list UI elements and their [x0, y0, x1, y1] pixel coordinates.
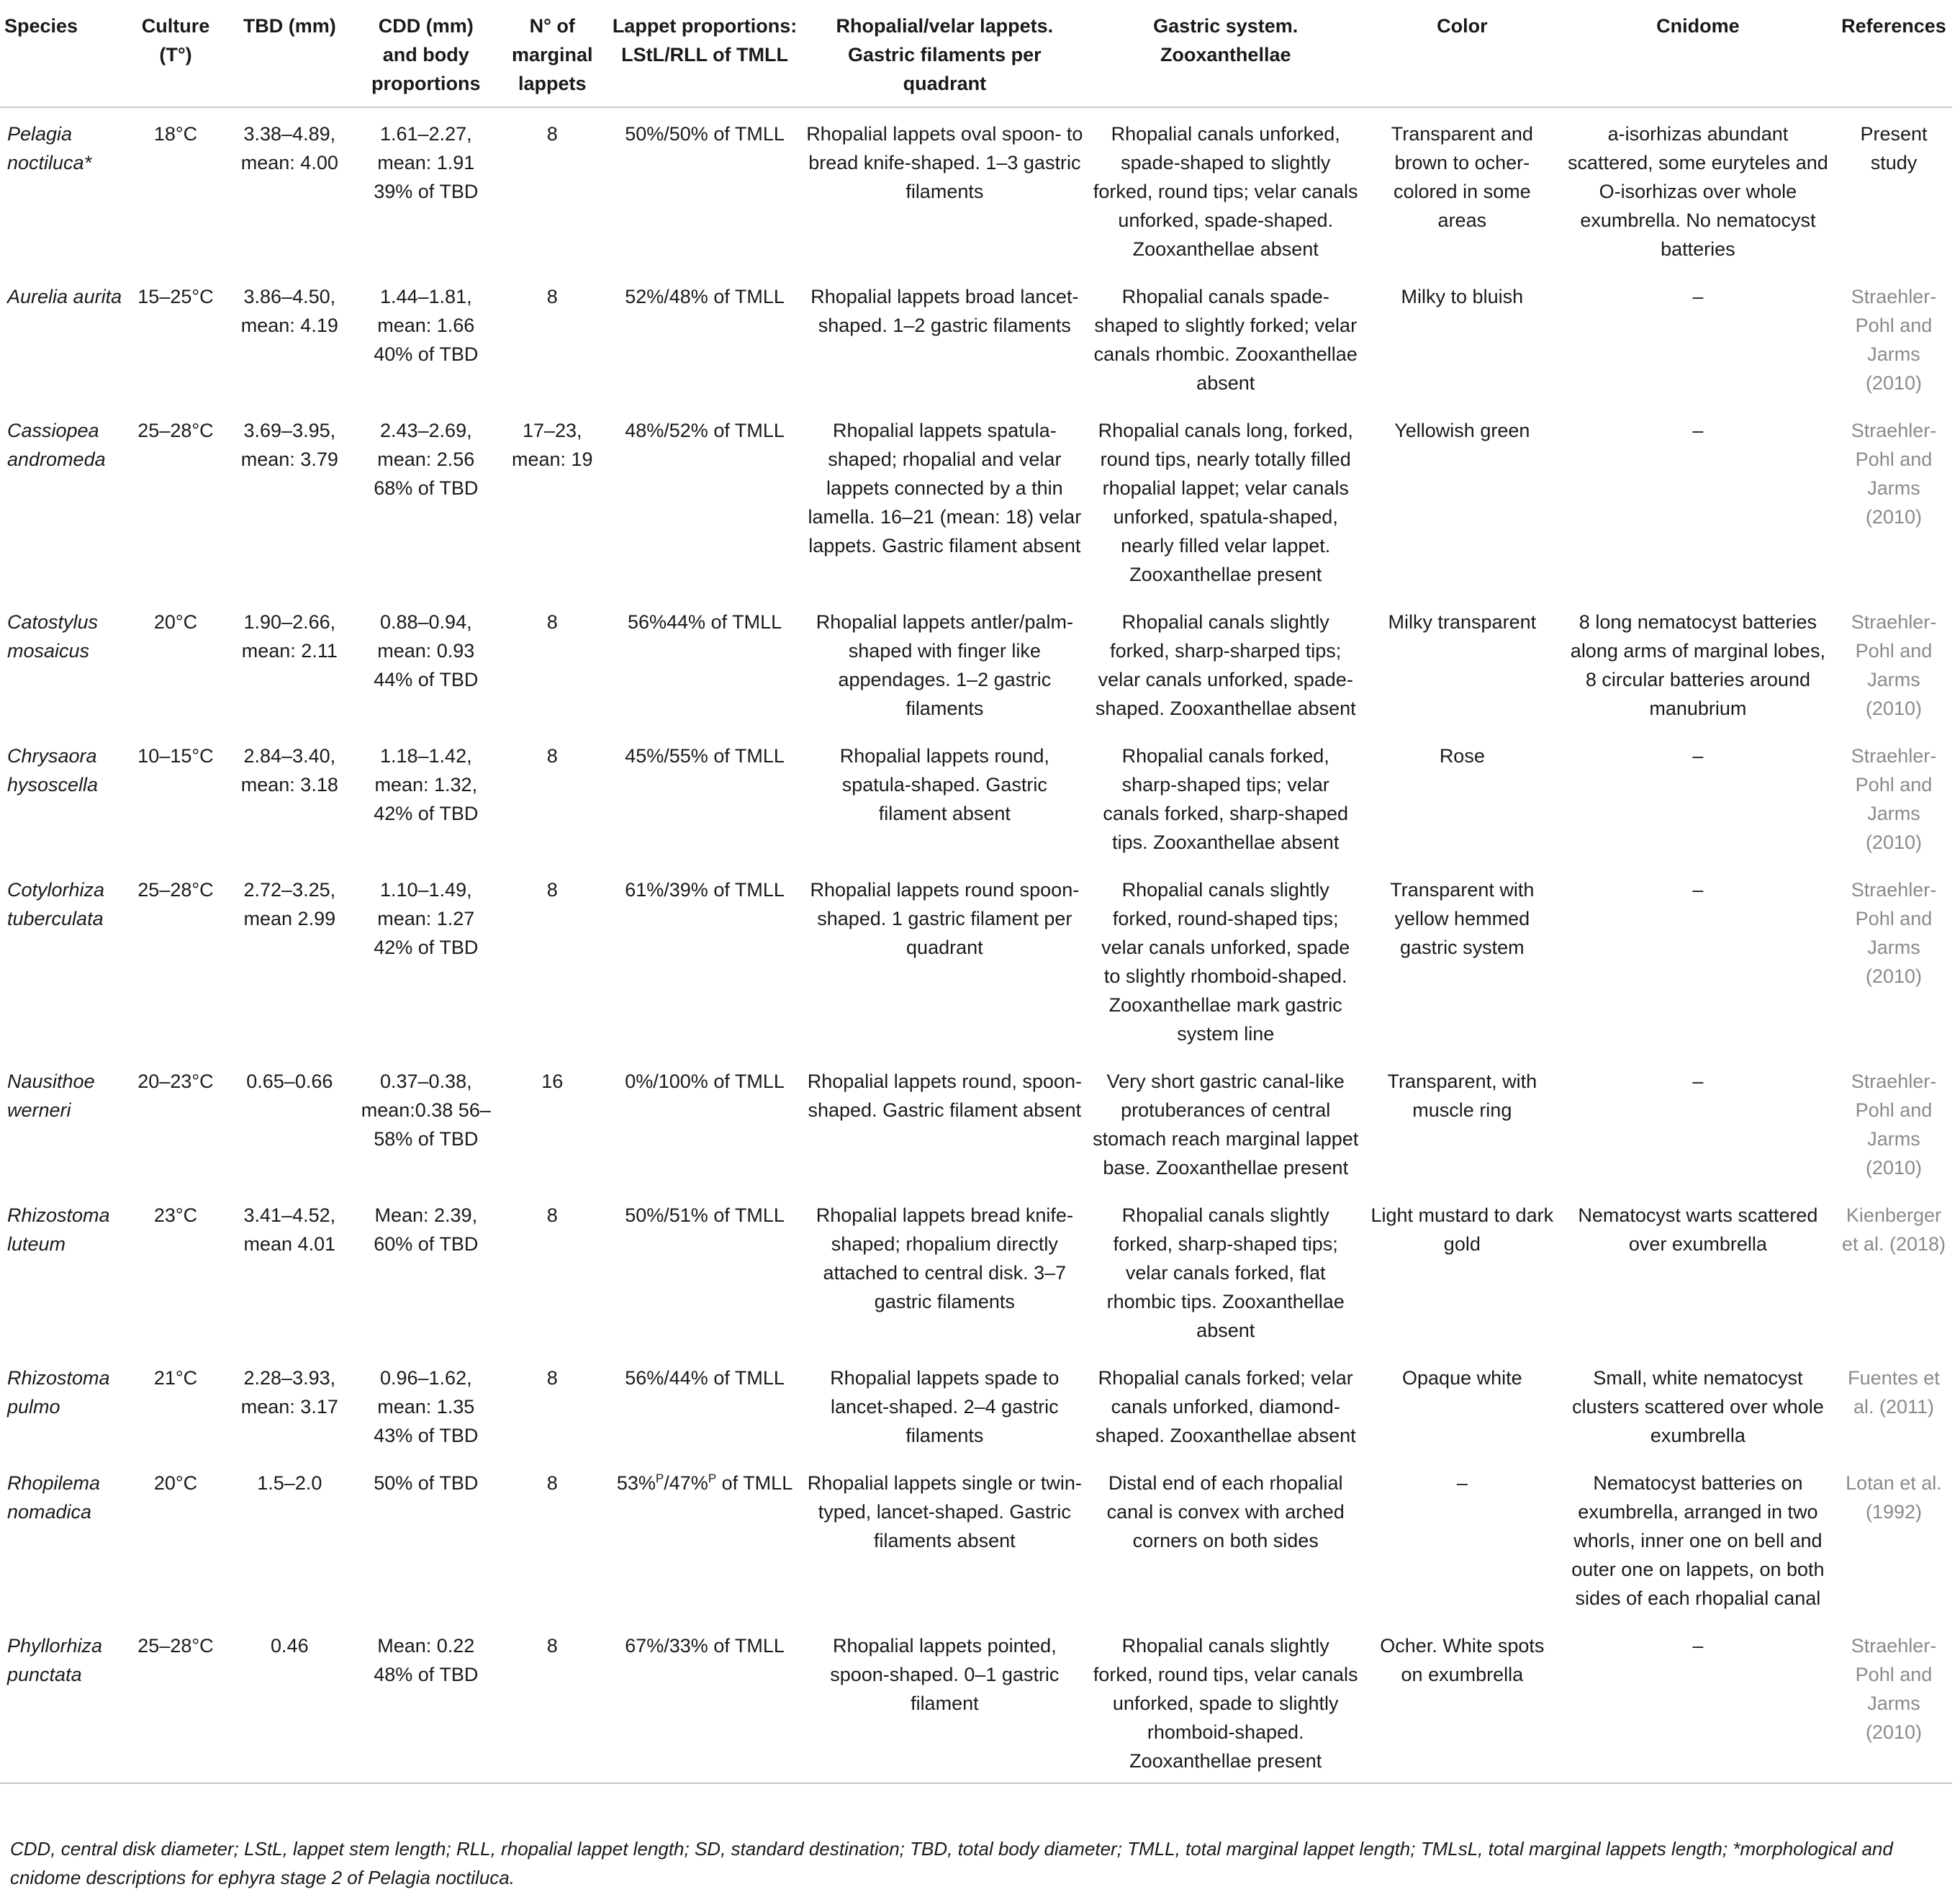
cell-cdd: 0.88–0.94, mean: 0.93 44% of TBD — [374, 611, 479, 690]
cell-culture: 15–25°C — [137, 286, 214, 307]
cell-proportions: 50%/51% of TMLL — [625, 1204, 785, 1226]
table-row — [0, 864, 1952, 1055]
cell-rhopalial: Rhopalial lappets round, spatula-shaped. Gastric filament absent — [839, 745, 1049, 824]
header-color: Color — [1364, 0, 1561, 107]
cell-cnidome: – — [1692, 879, 1704, 901]
cell-cdd: 2.43–2.69, mean: 2.56 68% of TBD — [374, 420, 479, 499]
cell-tbd: 0.65–0.66 — [246, 1071, 333, 1092]
cell-culture: 25–28°C — [137, 879, 214, 901]
cell-tbd: 3.86–4.50, mean: 4.19 — [240, 286, 338, 336]
header-gastric-system: Gastric system. Zooxanthellae — [1088, 0, 1364, 107]
cell-color: Light mustard to dark gold — [1370, 1204, 1554, 1255]
header-rhopalial-lappets: Rhopalial/velar lappets. Gastric filaments per quadrant — [802, 0, 1088, 107]
cell-gastric: Rhopalial canals forked; velar canals unforked, diamond-shaped. Zooxanthellae absent — [1095, 1367, 1356, 1446]
cell-cnidome: 8 long nematocyst batteries along arms of marginal lobes, 8 circular batteries around manubrium — [1570, 611, 1825, 719]
cell-tbd: 1.90–2.66, mean: 2.11 — [241, 611, 338, 662]
cell-rhopalial: Rhopalial lappets broad lancet-shaped. 1–2 gastric filaments — [810, 286, 1079, 336]
cell-lappets: 8 — [546, 1367, 558, 1389]
cell-proportions: 61%/39% of TMLL — [625, 879, 785, 901]
cell-tbd: 1.5–2.0 — [257, 1472, 322, 1494]
cell-proportions: 67%/33% of TMLL — [608, 1620, 802, 1783]
proportion-value-a: 53% — [616, 1472, 656, 1494]
cell-tbd: 3.69–3.95, mean: 3.79 — [240, 420, 338, 470]
cell-proportions: 45%/55% of TMLL — [625, 745, 785, 767]
cell-cnidome: a-isorhizas abundant scattered, some euryteles and O-isorhizas over whole exumbrella. No nematocyst batteries — [1568, 123, 1828, 260]
cell-culture: 25–28°C — [127, 1620, 225, 1783]
cell-proportions: 50%/50% of TMLL — [625, 123, 785, 145]
cell-lappets: 8 — [546, 879, 558, 901]
cell-culture: 20°C — [153, 611, 198, 633]
cell-lappets: 8 — [546, 286, 558, 307]
cell-culture: 18°C — [153, 123, 198, 145]
cell-species: Aurelia aurita — [7, 286, 122, 307]
header-cdd: CDD (mm) and body proportions — [355, 0, 497, 107]
cell-culture: 20–23°C — [137, 1071, 214, 1092]
cell-reference: Fuentes et al. (2011) — [1848, 1367, 1940, 1418]
table-row — [0, 107, 1952, 271]
cell-lappets: 8 — [546, 611, 558, 633]
table-row — [0, 1352, 1952, 1457]
cell-gastric: Rhopalial canals spade-shaped to slightly forked; velar canals rhombic. Zooxanthellae absent — [1093, 286, 1358, 394]
cell-rhopalial: Rhopalial lappets antler/palm-shaped with finger like appendages. 1–2 gastric filaments — [816, 611, 1073, 719]
header-lappet-proportions: Lappet proportions: LStL/RLL of TMLL — [608, 0, 802, 107]
table-row — [0, 730, 1952, 864]
cell-proportions: 48%/52% of TMLL — [625, 420, 785, 441]
cell-rhopalial: Rhopalial lappets round, spoon-shaped. Gastric filament absent — [807, 1071, 1082, 1121]
cell-reference: Straehler-Pohl and Jarms (2010) — [1851, 879, 1937, 987]
cell-rhopalial: Rhopalial lappets bread knife-shaped; rhopalium directly attached to central disk. 3–7 gastric filaments — [816, 1204, 1073, 1312]
cell-species: Nausithoe werneri — [7, 1071, 95, 1121]
cell-color: – — [1456, 1472, 1468, 1494]
table-row — [0, 1457, 1952, 1620]
cell-color: Milky to bluish — [1401, 286, 1524, 307]
table-row — [0, 1620, 1952, 1783]
table-footnote: CDD, central disk diameter; LStL, lappet stem length; RLL, rhopalial lappet length; SD, standard destination; TBD, total body diameter; TMLL, total marginal lappet length; TMLsL, total marginal lappets length; *morphological and cnidome descriptions for ephyra stage 2 of Pelagia noctiluca. — [10, 1838, 1893, 1888]
table-row — [0, 271, 1952, 405]
cell-cdd: 1.18–1.42, mean: 1.32, 42% of TBD — [374, 745, 479, 824]
cell-cnidome: – — [1561, 1620, 1835, 1783]
cell-color: Transparent, with muscle ring — [1387, 1071, 1537, 1121]
cell-tbd: 3.41–4.52, mean 4.01 — [243, 1204, 336, 1255]
cell-gastric: Distal end of each rhopalial canal is convex with arched corners on both sides — [1106, 1472, 1345, 1551]
cell-lappets: 8 — [546, 1472, 558, 1494]
header-references: References — [1835, 0, 1952, 107]
header-culture: Culture (T°) — [127, 0, 225, 107]
cell-color: Yellowish green — [1394, 420, 1530, 441]
cell-rhopalial: Rhopalial lappets oval spoon- to bread knife-shaped. 1–3 gastric filaments — [806, 123, 1083, 202]
header-species: Species — [0, 0, 127, 107]
cell-species: Rhopilema nomadica — [7, 1472, 101, 1523]
cell-species: Cassiopea andromeda — [7, 420, 106, 470]
table-row — [0, 1055, 1952, 1189]
cell-proportions: 56%/44% of TMLL — [625, 1367, 785, 1389]
proportion-superscript: P — [708, 1472, 717, 1485]
cell-reference: Straehler-Pohl and Jarms (2010) — [1835, 1620, 1952, 1783]
cell-tbd: 2.28–3.93, mean: 3.17 — [240, 1367, 338, 1418]
cell-cdd: 0.37–0.38, mean:0.38 56–58% of TBD — [361, 1071, 491, 1150]
table-row — [0, 596, 1952, 730]
cell-cnidome: Small, white nematocyst clusters scattered over whole exumbrella — [1572, 1367, 1824, 1446]
cell-lappets: 8 — [497, 1620, 608, 1783]
cell-tbd: 0.46 — [224, 1620, 355, 1783]
cell-rhopalial: Rhopalial lappets spatula-shaped; rhopalial and velar lappets connected by a thin lamella. 16–21 (mean: 18) velar lappets. Gastric filament absent — [808, 420, 1082, 557]
header-cnidome: Cnidome — [1561, 0, 1835, 107]
cell-culture: 23°C — [153, 1204, 198, 1226]
cell-reference: Kienberger et al. (2018) — [1841, 1204, 1946, 1255]
cell-cnidome: – — [1692, 1071, 1704, 1092]
proportion-suffix: of TMLL — [716, 1472, 793, 1494]
cell-gastric: Rhopalial canals slightly forked, sharp-sharped tips; velar canals unforked, spade-shaped. Zooxanthellae absent — [1095, 611, 1356, 719]
cell-lappets: 8 — [546, 123, 558, 145]
cell-reference: Straehler-Pohl and Jarms (2010) — [1851, 745, 1937, 853]
cell-proportions — [608, 1457, 802, 1620]
cell-cnidome: – — [1692, 420, 1704, 441]
cell-species: Chrysaora hysoscella — [7, 745, 99, 796]
cell-tbd: 3.38–4.89, mean: 4.00 — [240, 123, 338, 174]
cell-reference: Present study — [1860, 123, 1928, 174]
cell-cdd: 0.96–1.62, mean: 1.35 43% of TBD — [374, 1367, 479, 1446]
cell-reference: Lotan et al. (1992) — [1846, 1472, 1942, 1523]
cell-reference: Straehler-Pohl and Jarms (2010) — [1851, 1071, 1937, 1179]
cell-gastric: Rhopalial canals slightly forked, round tips, velar canals unforked, spade to slightly rhomboid-shaped. Zooxanthellae present — [1088, 1620, 1364, 1783]
cell-species: Rhizostoma luteum — [7, 1204, 110, 1255]
cell-proportions: 0%/100% of TMLL — [625, 1071, 785, 1092]
cell-culture: 21°C — [153, 1367, 198, 1389]
cell-species: Rhizostoma pulmo — [7, 1367, 110, 1418]
proportion-superscript: P — [655, 1472, 664, 1485]
cell-cdd: Mean: 0.22 48% of TBD — [355, 1620, 497, 1783]
cell-reference: Straehler-Pohl and Jarms (2010) — [1851, 286, 1937, 394]
cell-tbd: 2.84–3.40, mean: 3.18 — [240, 745, 338, 796]
cell-cdd: 1.44–1.81, mean: 1.66 40% of TBD — [374, 286, 479, 365]
cell-rhopalial: Rhopalial lappets pointed, spoon-shaped. 0–1 gastric filament — [802, 1620, 1088, 1783]
cell-color: Transparent with yellow hemmed gastric system — [1390, 879, 1535, 958]
cell-species: Catostylus mosaicus — [7, 611, 99, 662]
proportion-value-b: /47% — [664, 1472, 708, 1494]
cell-rhopalial: Rhopalial lappets spade to lancet-shaped. 2–4 gastric filaments — [830, 1367, 1060, 1446]
cell-cnidome: Nematocyst warts scattered over exumbrella — [1578, 1204, 1818, 1255]
cell-lappets: 17–23, mean: 19 — [511, 420, 593, 470]
table-row — [0, 405, 1952, 596]
cell-lappets: 8 — [546, 1204, 558, 1226]
cell-rhopalial: Rhopalial lappets single or twin-typed, lancet-shaped. Gastric filaments absent — [807, 1472, 1082, 1551]
cell-culture: 25–28°C — [137, 420, 214, 441]
cell-color: Milky transparent — [1388, 611, 1537, 633]
cell-cnidome: – — [1692, 745, 1704, 767]
cell-cdd: 1.61–2.27, mean: 1.91 39% of TBD — [374, 123, 479, 202]
cell-color: Ocher. White spots on exumbrella — [1364, 1620, 1561, 1783]
cell-cdd: 50% of TBD — [374, 1472, 479, 1494]
cell-lappets: 16 — [541, 1071, 564, 1092]
cell-tbd: 2.72–3.25, mean 2.99 — [243, 879, 336, 929]
header-tbd: TBD (mm) — [224, 0, 355, 107]
cell-species: Phyllorhiza punctata — [0, 1620, 127, 1783]
cell-color: Transparent and brown to ocher-colored in some areas — [1391, 123, 1533, 231]
cell-gastric: Rhopalial canals slightly forked, round-shaped tips; velar canals unforked, spade to slightly rhomboid-shaped. Zooxanthellae mark gastric system line — [1101, 879, 1350, 1045]
cell-gastric: Rhopalial canals forked, sharp-shaped tips; velar canals forked, sharp-shaped tips. Zooxanthellae absent — [1103, 745, 1349, 853]
cell-culture: 20°C — [153, 1472, 198, 1494]
cell-cdd: Mean: 2.39, 60% of TBD — [374, 1204, 479, 1255]
header-marginal-lappets: N° of marginal lappets — [497, 0, 608, 107]
cell-species: Cotylorhiza tuberculata — [7, 879, 105, 929]
cell-cdd: 1.10–1.49, mean: 1.27 42% of TBD — [374, 879, 479, 958]
cell-lappets: 8 — [546, 745, 558, 767]
table-row — [0, 1189, 1952, 1352]
cell-color: Opaque white — [1402, 1367, 1522, 1389]
cell-species: Pelagia noctiluca* — [7, 123, 92, 174]
cell-reference: Straehler-Pohl and Jarms (2010) — [1851, 611, 1937, 719]
cell-proportions: 52%/48% of TMLL — [625, 286, 785, 307]
cell-proportions: 56%44% of TMLL — [627, 611, 782, 633]
cell-gastric: Rhopalial canals unforked, spade-shaped to slightly forked, round tips; velar canals unforked, spade-shaped. Zooxanthellae absent — [1093, 123, 1358, 260]
cell-culture: 10–15°C — [137, 745, 214, 767]
cell-cnidome: – — [1692, 286, 1704, 307]
cell-gastric: Very short gastric canal-like protuberances of central stomach reach marginal lappet base. Zooxanthellae present — [1093, 1071, 1359, 1179]
cell-gastric: Rhopalial canals slightly forked, sharp-shaped tips; velar canals forked, flat rhombic tips. Zooxanthellae absent — [1106, 1204, 1345, 1341]
cell-cnidome: Nematocyst batteries on exumbrella, arranged in two whorls, inner one on bell and outer one on lappets, on both sides of each rhopalial canal — [1571, 1472, 1825, 1609]
cell-gastric: Rhopalial canals long, forked, round tips, nearly totally filled rhopalial lappet; velar canals unforked, spatula-shaped, nearly filled velar lappet. Zooxanthellae present — [1098, 420, 1353, 585]
cell-color: Rose — [1439, 745, 1485, 767]
cell-reference: Straehler-Pohl and Jarms (2010) — [1851, 420, 1937, 528]
header-row — [0, 0, 1952, 107]
cell-rhopalial: Rhopalial lappets round spoon-shaped. 1 gastric filament per quadrant — [810, 879, 1080, 958]
